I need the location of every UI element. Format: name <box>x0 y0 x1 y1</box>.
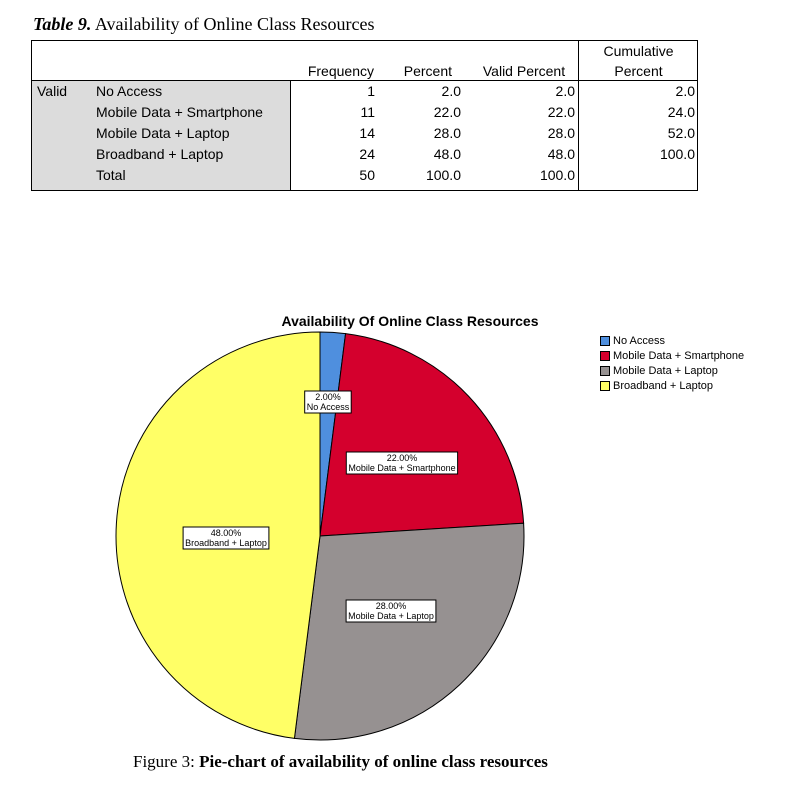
slice-label <box>183 527 269 549</box>
row-cumulative: 24.0 <box>667 104 695 120</box>
chart-title: Availability Of Online Class Resources <box>281 313 539 329</box>
slice-label-percent: 48.00% <box>210 528 242 538</box>
slice-label <box>346 600 436 622</box>
legend-swatch <box>600 351 610 361</box>
total-valid-percent: 100.0 <box>539 167 575 183</box>
figure-caption-prefix: Figure 3: <box>133 752 200 771</box>
row-cumulative: 52.0 <box>667 125 695 141</box>
legend-label: No Access <box>613 334 665 347</box>
row-frequency: 1 <box>367 83 375 99</box>
legend-swatch <box>600 381 610 391</box>
slice-label-percent: 2.00% <box>315 392 341 402</box>
legend-item <box>600 378 744 393</box>
row-label: Mobile Data + Laptop <box>96 125 230 141</box>
row-label: Broadband + Laptop <box>96 146 224 162</box>
chart-legend <box>600 333 744 393</box>
row-percent: 28.0 <box>433 125 461 141</box>
row-frequency: 24 <box>359 146 375 162</box>
legend-swatch <box>600 336 610 346</box>
legend-item <box>600 333 744 348</box>
legend-label: Mobile Data + Laptop <box>613 364 718 377</box>
row-cumulative: 2.0 <box>675 83 695 99</box>
slice-label-percent: 28.00% <box>375 601 407 611</box>
total-percent: 100.0 <box>425 167 461 183</box>
group-label-valid: Valid <box>37 83 68 99</box>
row-frequency: 11 <box>360 104 375 120</box>
header-cumulative-line1: Cumulative <box>603 43 674 59</box>
figure-caption-title: Pie-chart of availability of online class resources <box>199 752 548 771</box>
row-valid-percent: 48.0 <box>547 146 575 162</box>
row-valid-percent: 22.0 <box>547 104 575 120</box>
row-percent: 48.0 <box>433 146 461 162</box>
slice-label-name: No Access <box>306 402 350 412</box>
slice-label <box>346 452 457 474</box>
row-label: Mobile Data + Smartphone <box>96 104 263 120</box>
total-frequency: 50 <box>359 167 375 183</box>
table-number: Table 9. <box>33 14 92 34</box>
legend-swatch <box>600 366 610 376</box>
total-label: Total <box>96 167 126 183</box>
legend-label: Broadband + Laptop <box>613 379 714 392</box>
row-valid-percent: 2.0 <box>555 83 575 99</box>
legend-item <box>600 348 744 363</box>
figure-caption <box>133 752 548 772</box>
slice-label-name: Broadband + Laptop <box>185 538 267 548</box>
row-percent: 22.0 <box>433 104 461 120</box>
slice-label <box>305 391 352 413</box>
header-frequency: Frequency <box>307 63 374 79</box>
legend-label: Mobile Data + Smartphone <box>613 349 745 362</box>
row-valid-percent: 28.0 <box>547 125 575 141</box>
row-cumulative: 100.0 <box>659 146 695 162</box>
pie-slice <box>294 523 524 740</box>
header-percent: Percent <box>403 63 452 79</box>
pie-slice <box>320 334 524 536</box>
header-valid-percent: Valid Percent <box>482 63 566 79</box>
row-percent: 2.0 <box>441 83 461 99</box>
slice-label-percent: 22.00% <box>386 453 418 463</box>
row-label: No Access <box>96 83 163 99</box>
table-title: Availability of Online Class Resources <box>94 14 375 34</box>
slice-label-name: Mobile Data + Laptop <box>348 611 434 621</box>
legend-item <box>600 363 744 378</box>
row-frequency: 14 <box>359 125 375 141</box>
slice-label-name: Mobile Data + Smartphone <box>348 463 456 473</box>
header-cumulative-line2: Percent <box>614 63 663 79</box>
